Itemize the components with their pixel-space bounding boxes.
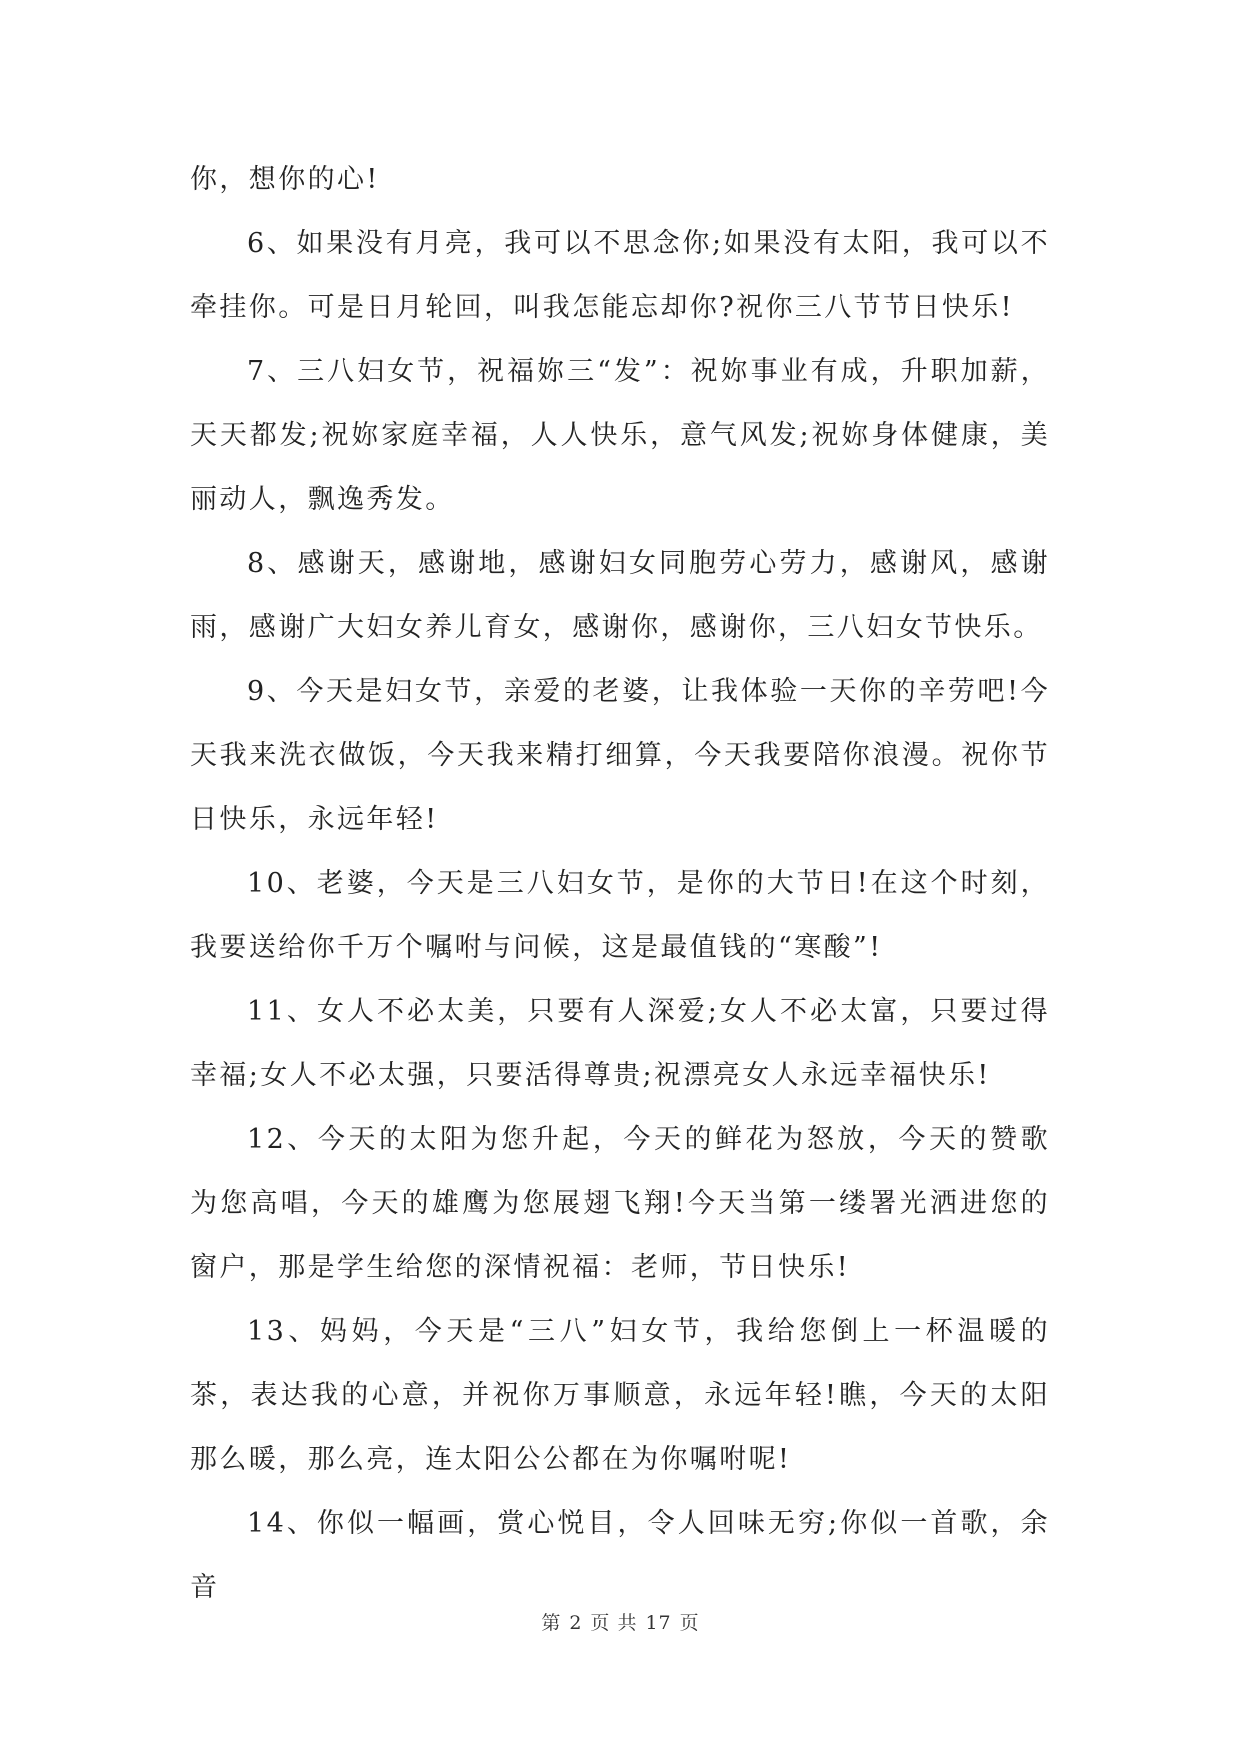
footer-total-pages: 17 xyxy=(645,1612,672,1634)
footer-page-number: 2 xyxy=(569,1612,583,1634)
paragraph-item-10: 10、老婆，今天是三八妇女节，是你的大节日!在这个时刻，我要送给你千万个嘱咐与问候，这是最值钱的“寒酸”! xyxy=(190,868,1050,963)
footer-middle: 页 共 xyxy=(590,1612,638,1634)
footer-prefix: 第 xyxy=(541,1612,562,1634)
paragraph-item-14: 14、你似一幅画，赏心悦目，令人回味无穷;你似一首歌，余音 xyxy=(190,1508,1050,1603)
paragraph-item-8: 8、感谢天，感谢地，感谢妇女同胞劳心劳力，感谢风，感谢雨，感谢广大妇女养儿育女，感谢你，感谢你，三八妇女节快乐。 xyxy=(190,548,1050,643)
body-text xyxy=(190,148,1050,1620)
paragraph-item-7: 7、三八妇女节，祝福妳三“发”：祝妳事业有成，升职加薪，天天都发;祝妳家庭幸福，人人快乐，意气风发;祝妳身体健康，美丽动人，飘逸秀发。 xyxy=(190,356,1050,515)
paragraph-item-11: 11、女人不必太美，只要有人深爱;女人不必太富，只要过得幸福;女人不必太强，只要活得尊贵;祝漂亮女人永远幸福快乐! xyxy=(190,996,1050,1091)
paragraph-item-9: 9、今天是妇女节，亲爱的老婆，让我体验一天你的辛劳吧!今天我来洗衣做饭，今天我来精打细算，今天我要陪你浪漫。祝你节日快乐，永远年轻! xyxy=(190,676,1050,835)
paragraph-item-12: 12、今天的太阳为您升起，今天的鲜花为怒放，今天的赞歌为您高唱，今天的雄鹰为您展翅飞翔!今天当第一缕署光洒进您的窗户，那是学生给您的深情祝福：老师，节日快乐! xyxy=(190,1124,1050,1283)
paragraph-item-6: 6、如果没有月亮，我可以不思念你;如果没有太阳，我可以不牵挂你。可是日月轮回，叫我怎能忘却你?祝你三八节节日快乐! xyxy=(190,228,1050,323)
page-footer xyxy=(0,1608,1241,1635)
paragraph-continuation: 你，想你的心! xyxy=(190,164,380,195)
paragraph-item-13: 13、妈妈，今天是“三八”妇女节，我给您倒上一杯温暖的茶，表达我的心意，并祝你万事顺意，永远年轻!瞧，今天的太阳那么暖，那么亮，连太阳公公都在为你嘱咐呢! xyxy=(190,1316,1050,1475)
footer-suffix: 页 xyxy=(679,1612,700,1634)
